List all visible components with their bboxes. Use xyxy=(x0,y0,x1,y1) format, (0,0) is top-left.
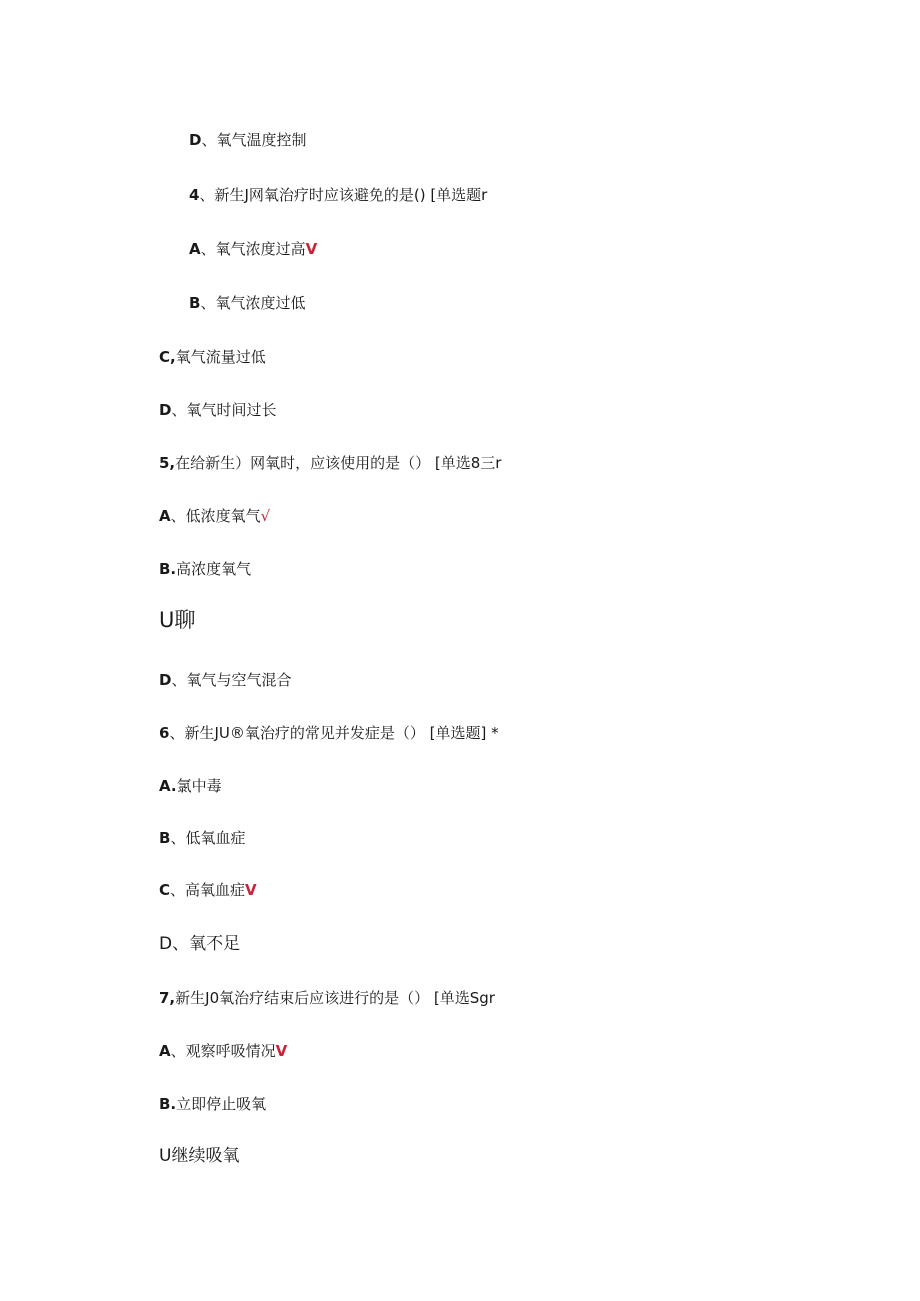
option-b-hypoxemia: B、低氧血症 xyxy=(159,829,246,847)
option-b-high-concentration: B.高浓度氧气 xyxy=(159,560,252,578)
question-5: 5,在给新生）网氧时，应该使用的是（） [单选8三r xyxy=(159,454,502,472)
option-a-concentration-high: A、氧气浓度过高V xyxy=(189,240,318,258)
question-4: 4、新生J网氧治疗时应该避免的是() [单选题r xyxy=(189,186,488,204)
option-d-temperature-control: D、氧气温度控制 xyxy=(189,131,307,149)
question-7: 7,新生J0氧治疗结束后应该进行的是（） [单选Sgr xyxy=(159,989,495,1007)
option-a-low-concentration: A、低浓度氧气√ xyxy=(159,507,271,525)
question-6: 6、新生JU®氧治疗的常见并发症是（） [单选题] * xyxy=(159,724,499,742)
correct-answer-mark: V xyxy=(245,881,257,899)
option-c-hyperoxemia: C、高氧血症V xyxy=(159,881,257,899)
correct-answer-mark: √ xyxy=(260,507,271,525)
option-b-concentration-low: B、氧气浓度过低 xyxy=(189,294,306,312)
option-a-observe-breathing: A、观察呼吸情况V xyxy=(159,1042,288,1060)
option-d-mixed-air: D、氧气与空气混合 xyxy=(159,671,292,689)
option-c-garbled: U聊 xyxy=(159,608,196,632)
option-b-stop-oxygen: B.立即停止吸氧 xyxy=(159,1095,267,1113)
option-c-continue-oxygen: U继续吸氧 xyxy=(159,1146,240,1166)
option-a-chlorine-poisoning: A.氯中毒 xyxy=(159,777,222,795)
correct-answer-mark: V xyxy=(305,240,318,258)
option-d-time-long: D、氧气时间过长 xyxy=(159,401,277,419)
option-d-oxygen-insufficient: D、氧不足 xyxy=(159,934,241,954)
option-c-flow-low: C,氧气流量过低 xyxy=(159,348,266,366)
correct-answer-mark: V xyxy=(275,1042,288,1060)
